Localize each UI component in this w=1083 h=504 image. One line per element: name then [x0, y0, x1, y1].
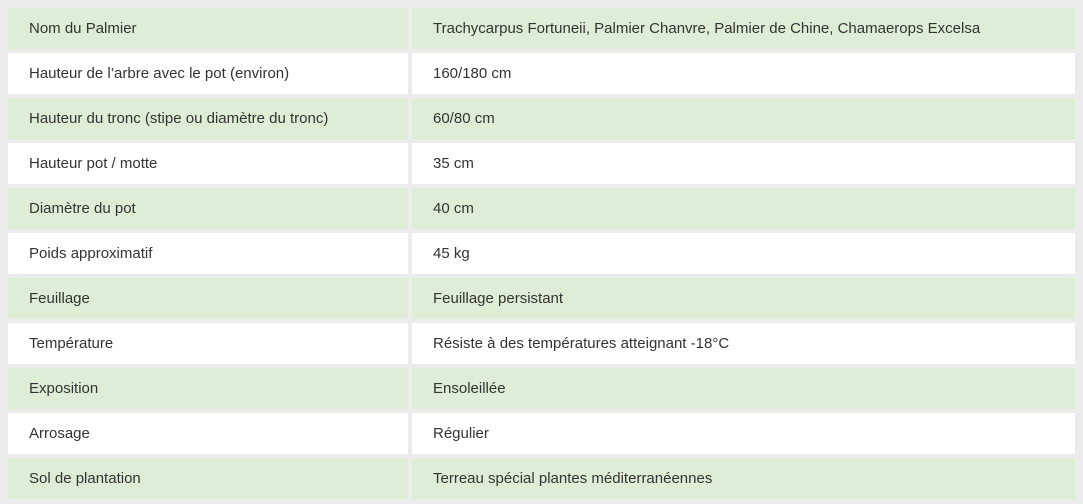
row-value: 60/80 cm [412, 98, 1075, 139]
row-label: Hauteur pot / motte [8, 143, 408, 184]
row-value: Ensoleillée [412, 368, 1075, 409]
row-label: Poids approximatif [8, 233, 408, 274]
table-row-watering [8, 413, 1075, 454]
row-value: Régulier [412, 413, 1075, 454]
row-value: 160/180 cm [412, 53, 1075, 94]
table-row-soil [8, 458, 1075, 499]
row-label: Température [8, 323, 408, 364]
table-row-pot-height [8, 143, 1075, 184]
table-row-foliage [8, 278, 1075, 319]
row-value: Feuillage persistant [412, 278, 1075, 319]
table-row-height-with-pot [8, 53, 1075, 94]
row-label: Sol de plantation [8, 458, 408, 499]
table-row-weight [8, 233, 1075, 274]
table-row-exposure [8, 368, 1075, 409]
row-label: Feuillage [8, 278, 408, 319]
row-value: Terreau spécial plantes méditerranéennes [412, 458, 1075, 499]
row-label: Nom du Palmier [8, 8, 408, 49]
row-label: Exposition [8, 368, 408, 409]
row-value: 45 kg [412, 233, 1075, 274]
row-label: Arrosage [8, 413, 408, 454]
row-value: 40 cm [412, 188, 1075, 229]
specifications-table [4, 4, 1079, 503]
specifications-table-body [8, 8, 1075, 499]
row-label: Diamètre du pot [8, 188, 408, 229]
row-value: Résiste à des températures atteignant -18°C [412, 323, 1075, 364]
row-value: Trachycarpus Fortuneii, Palmier Chanvre, Palmier de Chine, Chamaerops Excelsa [412, 8, 1075, 49]
row-value: 35 cm [412, 143, 1075, 184]
table-row-pot-diameter [8, 188, 1075, 229]
table-row-name [8, 8, 1075, 49]
table-row-temperature [8, 323, 1075, 364]
row-label: Hauteur du tronc (stipe ou diamètre du tronc) [8, 98, 408, 139]
row-label: Hauteur de l’arbre avec le pot (environ) [8, 53, 408, 94]
table-row-trunk-height [8, 98, 1075, 139]
